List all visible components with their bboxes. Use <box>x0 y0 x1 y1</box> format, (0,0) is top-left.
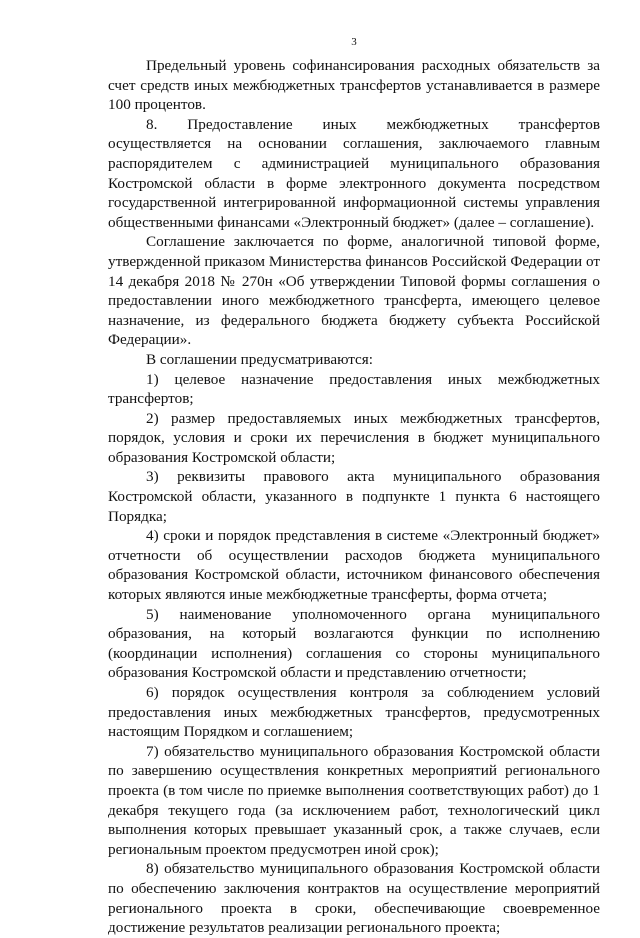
list-item-2: 2) размер предоставляемых иных межбюджетных трансфертов, порядок, условия и сроки их перечисления в бюджет муниципального образования Костромской области; <box>108 409 600 466</box>
list-item-3: 3) реквизиты правового акта муниципального образования Костромской области, указанного в подпункте 1 пункта 6 настоящего Порядка; <box>108 468 600 525</box>
paragraph-agreement-provisions: В соглашении предусматриваются: <box>146 350 374 368</box>
paragraph-item-8: 8. Предоставление иных межбюджетных трансфертов осуществляется на основании соглашения, заключаемого главным распорядителем с администрацией муниципального образования Костромской области в форме электронного документа посредством государственной интегрированной информационной системы управления общественными финансами «Электронный бюджет» (далее – соглашение). <box>108 115 600 231</box>
paragraph-cofinancing-level: Предельный уровень софинансирования расходных обязательств за счет средств иных межбюджетных трансфертов устанавливается в размере 100 процентов. <box>108 57 600 114</box>
paragraph-agreement-form: Соглашение заключается по форме, аналогичной типовой форме, утвержденной приказом Министерства финансов Российской Федерации от 14 декабря 2018 № 270н «Об утверждении Типовой формы соглашения о предоставлении иного межбюджетного трансферта, имеющего целевое назначение, из федерального бюджета бюджету субъекта Российской Федерации». <box>108 233 600 349</box>
list-item-7: 7) обязательство муниципального образования Костромской области по завершению осуществления конкретных мероприятий регионального проекта (в том числе по приемке выполнения соответствующих работ) до 1 декабря текущего года (за исключением работ, технологический цикл выполнения которых превышает указанный срок, а также случаев, если региональным проектом предусмотрен иной срок); <box>108 742 600 858</box>
list-item-1: 1) целевое назначение предоставления иных межбюджетных трансфертов; <box>108 370 600 408</box>
list-item-5: 5) наименование уполномоченного органа муниципального образования, на который возлагаются функции по исполнению (координации исполнения) соглашения со стороны муниципального образования Костромской области и представлению отчетности; <box>108 605 600 682</box>
list-item-4: 4) сроки и порядок представления в системе «Электронный бюджет» отчетности об осуществлении расходов бюджета муниципального образования Костромской области, источником финансового обеспечения которых являются иные межбюджетные трансферты, форма отчета; <box>108 527 600 604</box>
document-body <box>108 56 600 938</box>
list-item-6: 6) порядок осуществления контроля за соблюдением условий предоставления иных межбюджетных трансфертов, предусмотренных настоящим Порядком и соглашением; <box>108 684 600 741</box>
list-item-8: 8) обязательство муниципального образования Костромской области по обеспечению заключения контрактов на осуществление мероприятий регионального проекта в сроки, обеспечивающие своевременное достижение результатов реализации регионального проекта; <box>108 860 600 937</box>
page-number: 3 <box>351 36 357 48</box>
